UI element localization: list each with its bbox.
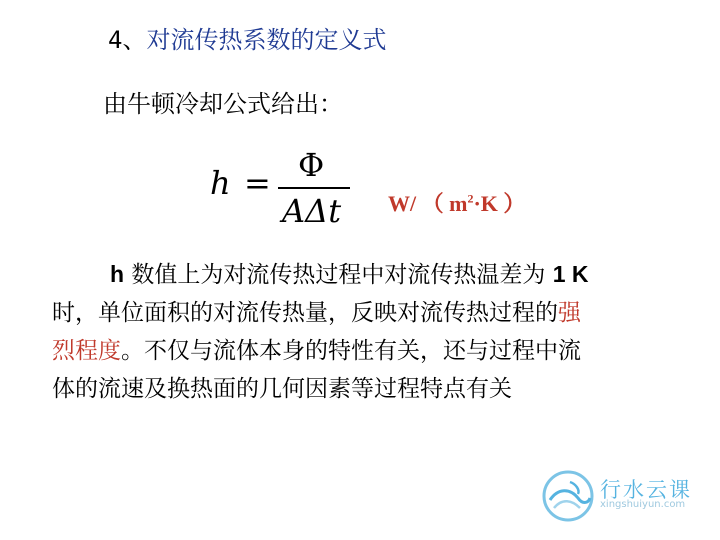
brand-url: xingshuiyun.com — [600, 499, 686, 510]
paragraph-line-4 — [52, 370, 700, 408]
section-number: 4、 — [108, 26, 147, 54]
line-3-text: 。不仅与流体本身的特性有关，还与过程中流 — [121, 338, 581, 364]
unit-suffix: ·K ） — [473, 191, 526, 216]
formula-numerator: Φ — [298, 146, 325, 184]
fraction-bar — [278, 187, 350, 189]
paragraph-line-1 — [52, 255, 700, 294]
wave-logo-icon — [540, 468, 596, 524]
line-4-text: 体的流速及换热面的几何因素等过程特点有关 — [52, 376, 512, 402]
formula-denominator: AΔt — [282, 192, 342, 230]
formula-equals: = — [244, 164, 271, 202]
formula — [210, 146, 350, 232]
definition-paragraph — [52, 255, 700, 408]
brand-logo — [540, 468, 710, 524]
unit-exponent: 2 — [467, 191, 474, 206]
formula-lhs: h — [210, 164, 231, 202]
symbol-h: h — [110, 261, 125, 287]
brand-name: 行水云课 — [600, 478, 692, 502]
section-heading — [108, 24, 386, 56]
line-2-text: 时，单位面积的对流传热量，反映对流传热过程的 — [52, 300, 558, 326]
line-1-text: 数值上为对流传热过程中对流传热温差为 — [124, 262, 553, 288]
paragraph-line-2 — [52, 294, 700, 332]
one-kelvin: 1 K — [552, 261, 589, 287]
paragraph-line-3 — [52, 332, 700, 370]
section-title: 对流传热系数的定义式 — [146, 26, 387, 54]
highlight-text-1: 强 — [558, 300, 581, 326]
highlight-text-2: 烈程度 — [52, 338, 121, 364]
unit-label — [388, 187, 525, 218]
unit-prefix: W/ （ m — [388, 191, 468, 216]
intro-text: 由牛顿冷却公式给出： — [103, 90, 343, 118]
